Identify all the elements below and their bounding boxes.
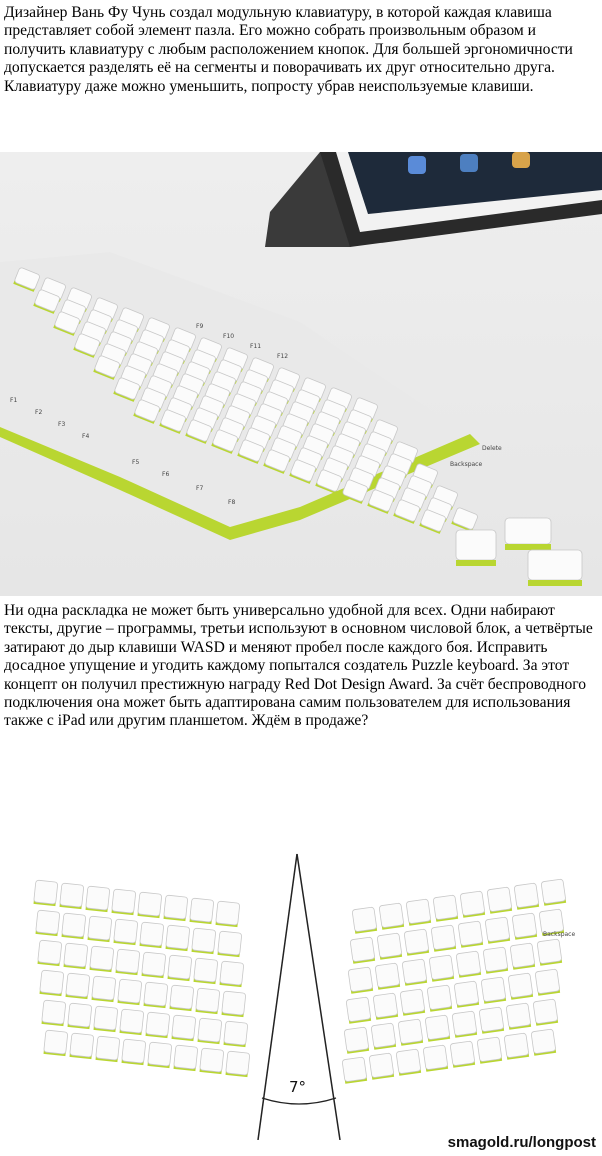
keycap bbox=[541, 879, 566, 906]
keycap bbox=[450, 1041, 475, 1068]
keycap bbox=[67, 1003, 91, 1029]
keycap bbox=[487, 887, 512, 914]
keycap bbox=[427, 985, 452, 1012]
key-label: F5 bbox=[132, 459, 140, 466]
right-keyboard-half bbox=[342, 879, 566, 1084]
keycap bbox=[506, 1003, 531, 1030]
keycap bbox=[113, 919, 137, 945]
keycap bbox=[533, 999, 558, 1026]
keycap bbox=[481, 977, 506, 1004]
keycap bbox=[189, 898, 213, 924]
key-label: F1 bbox=[10, 397, 18, 404]
keycap bbox=[425, 1015, 450, 1042]
keycap bbox=[215, 901, 239, 927]
keycap bbox=[460, 891, 485, 918]
keycap bbox=[33, 880, 57, 906]
photo-keyboard-with-tablet bbox=[0, 152, 602, 596]
keycap bbox=[141, 952, 165, 978]
keycap bbox=[191, 928, 215, 954]
keycap bbox=[352, 907, 377, 934]
keycap bbox=[37, 940, 61, 966]
keycap bbox=[169, 985, 193, 1011]
keycap bbox=[514, 883, 539, 910]
keycap bbox=[163, 895, 187, 921]
keycap bbox=[398, 1019, 423, 1046]
keycap bbox=[512, 913, 537, 940]
keycap bbox=[346, 997, 371, 1024]
keycap bbox=[454, 981, 479, 1008]
keycap bbox=[87, 916, 111, 942]
left-keyboard-half bbox=[33, 880, 249, 1077]
keycap bbox=[373, 993, 398, 1020]
body-paragraph: Ни одна раскладка не может быть универсально удобной для всех. Одни набирают тексты, другие – программы, третьи используют в основном числовой блок, а четвёртые затирают до дыр клавиши WASD и меняют пробел после каждого боя. Исправить досадное упущение и угодить каждому попытался создатель Puzzle keyboard. За этот концепт он получил престижную награду Red Dot Design Award. За счёт беспроводного подключения она может быть адаптирована самим пользователем для использования также с iPad или другим планшетом. Ждём в продаже? bbox=[4, 602, 593, 730]
keycap bbox=[396, 1049, 421, 1076]
keycap bbox=[377, 933, 402, 960]
keycap bbox=[137, 892, 161, 918]
key-label: F8 bbox=[228, 499, 236, 506]
keycap bbox=[344, 1027, 369, 1054]
key-label: F2 bbox=[35, 409, 43, 416]
key-label: F7 bbox=[196, 485, 204, 492]
key-label: F10 bbox=[223, 333, 235, 340]
keycap bbox=[65, 973, 89, 999]
keycap bbox=[342, 1057, 367, 1084]
keycap bbox=[375, 963, 400, 990]
keycap bbox=[165, 925, 189, 951]
keycap bbox=[93, 1006, 117, 1032]
keycap bbox=[173, 1045, 197, 1071]
key-label: F6 bbox=[162, 471, 170, 478]
keycap bbox=[406, 899, 431, 926]
angle-label: 7° bbox=[289, 1078, 307, 1096]
keycap bbox=[121, 1039, 145, 1065]
keycap bbox=[537, 939, 562, 966]
keycap bbox=[85, 886, 109, 912]
keycap bbox=[199, 1048, 223, 1074]
keycap bbox=[429, 955, 454, 982]
keycap bbox=[143, 982, 167, 1008]
keycap bbox=[456, 951, 481, 978]
keycap bbox=[91, 976, 115, 1002]
keycap bbox=[61, 913, 85, 939]
keycap bbox=[35, 910, 59, 936]
key-label: F3 bbox=[58, 421, 66, 428]
keycap bbox=[350, 937, 375, 964]
keycap bbox=[485, 917, 510, 944]
keycap bbox=[423, 1045, 448, 1072]
keyboard-photo-illustration bbox=[0, 152, 602, 596]
keycap bbox=[63, 943, 87, 969]
keycap bbox=[452, 1011, 477, 1038]
keycap bbox=[348, 967, 373, 994]
keycap bbox=[39, 970, 63, 996]
angle-line-left bbox=[258, 854, 297, 1140]
keycap bbox=[371, 1023, 396, 1050]
keycap bbox=[404, 929, 429, 956]
keycap bbox=[197, 1018, 221, 1044]
keycap bbox=[510, 943, 535, 970]
keycap bbox=[379, 903, 404, 930]
angle-line-right bbox=[297, 854, 340, 1140]
keycap bbox=[217, 931, 241, 957]
key-label: Delete bbox=[482, 445, 502, 452]
keycap bbox=[59, 883, 83, 909]
keycap bbox=[508, 973, 533, 1000]
keycap bbox=[147, 1042, 171, 1068]
keycap bbox=[433, 895, 458, 922]
watermark: smagold.ru/longpost bbox=[447, 1134, 596, 1151]
key-label: Backspace bbox=[543, 931, 576, 938]
keycap bbox=[89, 946, 113, 972]
keycap bbox=[369, 1053, 394, 1080]
keycap bbox=[119, 1009, 143, 1035]
keycap bbox=[477, 1037, 502, 1064]
keycap bbox=[535, 969, 560, 996]
keycap bbox=[458, 921, 483, 948]
key-label: F11 bbox=[250, 343, 262, 350]
key-label: F9 bbox=[196, 323, 204, 330]
keycap bbox=[479, 1007, 504, 1034]
photo-split-keyboard-diagram bbox=[0, 840, 602, 1140]
keycap bbox=[145, 1012, 169, 1038]
keycap bbox=[483, 947, 508, 974]
key-label: F12 bbox=[277, 353, 289, 360]
keycap bbox=[193, 958, 217, 984]
tablet-image bbox=[265, 152, 602, 247]
split-keyboard-illustration bbox=[0, 840, 602, 1140]
keycap bbox=[167, 955, 191, 981]
keycap bbox=[139, 922, 163, 948]
keycap bbox=[400, 989, 425, 1016]
keycap bbox=[95, 1036, 119, 1062]
keycap bbox=[531, 1029, 556, 1056]
keycap bbox=[69, 1033, 93, 1059]
keycap bbox=[223, 1021, 247, 1047]
keycap bbox=[117, 979, 141, 1005]
key-label: F4 bbox=[82, 433, 90, 440]
keycap bbox=[225, 1051, 249, 1077]
keycap bbox=[171, 1015, 195, 1041]
keycap bbox=[402, 959, 427, 986]
keycap bbox=[43, 1030, 67, 1056]
keycap bbox=[111, 889, 135, 915]
keycap bbox=[195, 988, 219, 1014]
keycap bbox=[221, 991, 245, 1017]
keycap bbox=[41, 1000, 65, 1026]
key-label: Backspace bbox=[450, 461, 483, 468]
keycap bbox=[451, 507, 478, 532]
intro-paragraph: Дизайнер Вань Фу Чунь создал модульную клавиатуру, в которой каждая клавиша представляет собой элемент пазла. Его можно собрать произвольным образом и получить клавиатуру с любым расположением кнопок. Для большей эргономичности допускается разделять её на сегменты и поворачивать их друг относительно друга. Клавиатуру даже можно уменьшить, попросту убрав неиспользуемые клавиши. bbox=[4, 4, 573, 95]
keycap bbox=[115, 949, 139, 975]
keycap bbox=[431, 925, 456, 952]
keycap bbox=[504, 1033, 529, 1060]
loose-keys-image bbox=[456, 518, 582, 586]
keycap bbox=[219, 961, 243, 987]
angle-arc bbox=[262, 1098, 336, 1104]
